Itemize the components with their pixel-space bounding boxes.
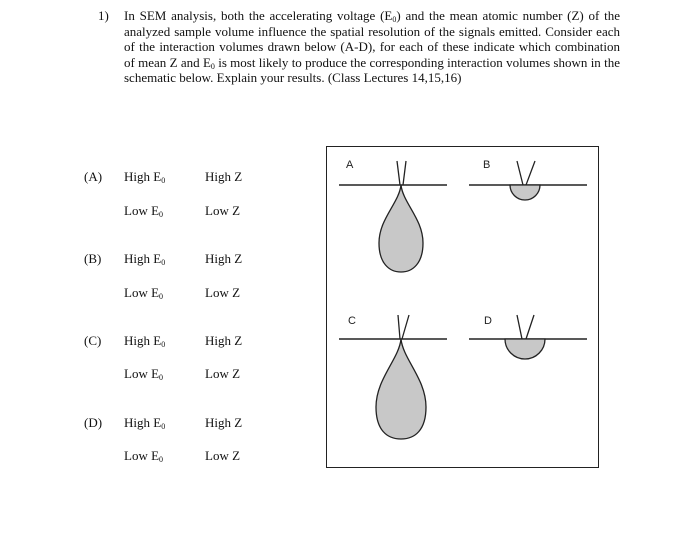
option-b-low-e: Low $E_0$	[124, 285, 164, 301]
volume-a	[339, 161, 447, 272]
interaction-volumes-svg	[327, 147, 598, 467]
option-a-letter: (A)	[84, 169, 103, 184]
interaction-volume-diagram	[326, 146, 599, 468]
option-d-low-e: Low $E_0$	[124, 448, 164, 464]
option-a-low-z: Low Z	[205, 203, 241, 218]
option-a-high-z: High Z	[205, 169, 243, 184]
diagram-label-d: D	[484, 315, 492, 327]
option-d-letter: (D)	[84, 415, 103, 430]
hemisphere-d	[505, 339, 545, 359]
option-c-low-z: Low Z	[205, 366, 241, 381]
question-number: 1)	[98, 8, 109, 23]
teardrop-a	[379, 185, 423, 272]
question-text: In SEM analysis, both the accelerating voltage $(E_0)$ and the mean atomic number (Z) of the analyzed sample volume influence the spatial resolution of the signals emitted. Consider each of the interaction volumes drawn below (A-D), for each of these indicate which combination of mean Z and $E_0$ is most likely to produce the corresponding interaction volumes shown in the schematic below. Explain your results. (Class Lectures 14,15,16)	[124, 8, 620, 85]
subscript-zero: 0	[392, 15, 397, 24]
option-b-high-e: High $E_0$	[124, 251, 166, 267]
option-a-high-e: High $E_0$	[124, 169, 166, 185]
option-d-low-z: Low Z	[205, 448, 241, 463]
option-c-high-e: High $E_0$	[124, 333, 166, 349]
option-c-high-z: High Z	[205, 333, 243, 348]
option-d-high-z: High Z	[205, 415, 243, 430]
option-c-letter: (C)	[84, 333, 102, 348]
volume-b	[469, 161, 587, 200]
hemisphere-b	[510, 185, 540, 200]
diagram-label-a: A	[346, 159, 354, 171]
option-b-low-z: Low Z	[205, 285, 241, 300]
option-b-letter: (B)	[84, 251, 102, 266]
teardrop-c	[376, 339, 426, 439]
option-a-low-e: Low $E_0$	[124, 203, 164, 219]
diagram-label-c: C	[348, 315, 356, 327]
question-block	[98, 8, 620, 86]
volume-d	[469, 315, 587, 359]
diagram-label-b: B	[483, 159, 491, 171]
option-c-low-e: Low $E_0$	[124, 366, 164, 382]
option-b-high-z: High Z	[205, 251, 243, 266]
option-d-high-e: High $E_0$	[124, 415, 166, 431]
volume-c	[339, 315, 447, 439]
subscript-zero: 0	[210, 61, 215, 71]
